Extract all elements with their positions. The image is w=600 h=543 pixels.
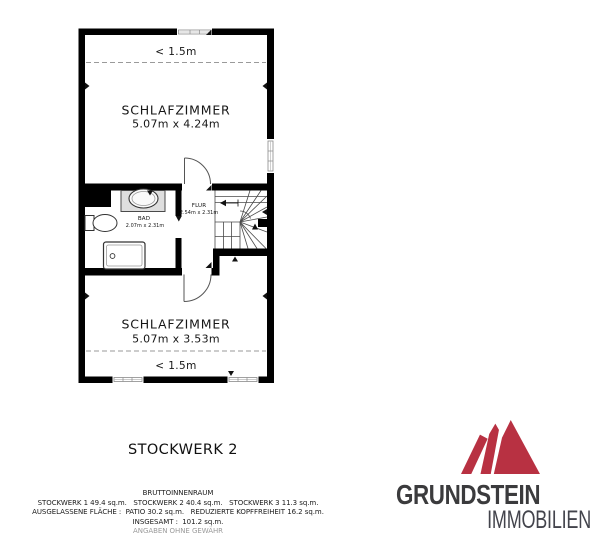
- area-summary-line: STOCKWERK 1 49.4 sq.m. STOCKWERK 2 40.4 sq.m. STOCKWERK 3 11.3 sq.m.: [37, 498, 319, 507]
- door-bedroom-bottom: [184, 275, 211, 302]
- logo-brand-name: GRUNDSTEIN: [396, 479, 541, 510]
- room-dims-bathroom: 2.07m x 2.31m: [125, 222, 164, 229]
- logo-subtitle: IMMOBILIEN: [487, 506, 591, 534]
- bathroom-vanity-sink: [121, 189, 165, 212]
- room-dims-bedroom-top: 5.07m x 4.24m: [132, 117, 220, 131]
- disclaimer-text: ANGABEN OHNE GEWÄHR: [133, 527, 223, 535]
- floor-title: STOCKWERK 2: [128, 442, 238, 458]
- window-bottom-left: [113, 376, 144, 384]
- window-bottom-right: [228, 376, 259, 384]
- door-bedroom-top: [185, 158, 211, 184]
- area-summary-line: INSGESAMT : 101.2 sq.m.: [132, 517, 224, 526]
- ceiling-height-label-top: < 1.5m: [155, 45, 197, 58]
- area-summary-heading: BRUTTOINNENRAUM: [142, 489, 214, 497]
- window-right: [267, 139, 275, 173]
- mountain-logo-icon: [461, 419, 541, 474]
- stair-direction-arrow: [220, 200, 238, 207]
- shower: [104, 242, 146, 269]
- room-label-hallway: FLUR: [191, 202, 206, 210]
- room-label-bathroom: BAD: [137, 215, 150, 222]
- ceiling-height-label-bottom: < 1.5m: [155, 359, 197, 372]
- room-label-bedroom-top: SCHLAFZIMMER: [121, 102, 231, 117]
- toilet: [85, 215, 117, 232]
- room-dims-bedroom-bottom: 5.07m x 3.53m: [132, 332, 220, 345]
- area-summary-line: AUSGELASSENE FLÄCHE : PATIO 30.2 sq.m. REDUZIERTE KOPFFREIHEIT 16.2 sq.m.: [32, 508, 324, 516]
- room-label-bedroom-bottom: SCHLAFZIMMER: [121, 316, 231, 331]
- room-dims-hallway: 2.54m x 2.31m: [179, 210, 218, 216]
